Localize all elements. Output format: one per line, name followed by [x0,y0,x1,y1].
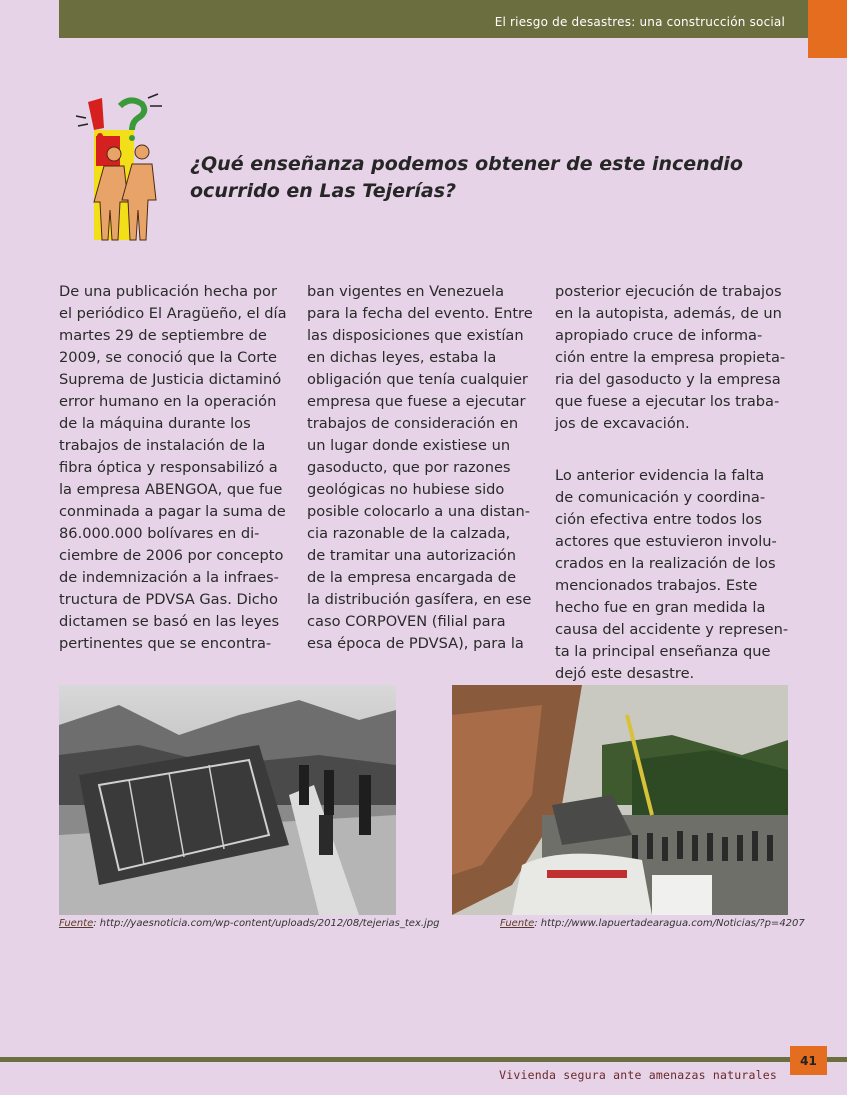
burned-bus-photo [59,685,396,915]
paragraph: De una publicación hecha por el periódico El Aragüeño, el día martes 29 de septiembre de 2009, se conoció que la Corte Suprema de Justicia dictaminó error humano en la operación de la máquina durante los trabajos de instalación de la fibra óptica y responsabilizó a la empresa ABENGOA, que fue conminada a pagar la suma de 86.000.000 bolívares en di- ciembre de 2006 por concepto de indemnización a la infraes- tructura de PDVSA Gas. Dicho dictamen se basó en las leyes pertinentes que se encontra- [59,283,287,652]
header-bar [59,0,827,38]
section-question-title: ¿Qué enseñanza podemos obtener de este incendio ocurrido en Las Tejerías? [190,153,743,202]
caption-source-label: Fuente [500,918,535,929]
text-column-2 [307,259,545,685]
text-column-3 [555,259,793,715]
footer-line [0,1057,847,1062]
footer-book-title: Vivienda segura ante amenazas naturales [499,1068,777,1082]
paragraph: Lo anterior evidencia la falta de comunicación y coordina- ción efectiva entre todos los actores que estuvieron involu- crados en la realización de los mencionados trabajos. Este hecho fue en gran medida la causa del accidente y represen- ta la principal enseñanza que dejó este desastre. [555,467,789,682]
two-figures-question-exclamation-icon [74,92,170,244]
text-column-1 [59,259,297,685]
photo-caption-right [500,918,805,929]
paragraph: posterior ejecución de trabajos en la autopista, además, de un apropiado cruce de informa- ción entre la empresa propieta- ria del gasoducto y la empresa que fuese a ejecutar los traba- jos de excavación. [555,283,786,432]
caption-url: : http://www.lapuertadearagua.com/Noticias/?p=4207 [534,918,805,929]
page-number: 41 [790,1046,827,1075]
caption-url: : http://yaesnoticia.com/wp-content/uploads/2012/08/tejerias_tex.jpg [93,918,440,929]
paragraph: ban vigentes en Venezuela para la fecha del evento. Entre las disposiciones que existían en dichas leyes, estaba la obligación que tenía cualquier empresa que fuese a ejecutar trabajos de consideración en un lugar donde existiese un gasoducto, que por razones geológicas no hubiese sido posible colocarlo a una distan- cia razonable de la calzada, de tramitar una autorización de la empresa encargada de la distribución gasífera, en ese caso CORPOVEN (filial para esa época de PDVSA), para la [307,283,533,652]
caption-source-label: Fuente [59,918,94,929]
running-title: El riesgo de desastres: una construcción social [494,15,785,29]
orange-corner-tab [808,0,847,58]
excavation-crowd-photo [452,685,788,915]
photo-caption-left [59,918,440,929]
